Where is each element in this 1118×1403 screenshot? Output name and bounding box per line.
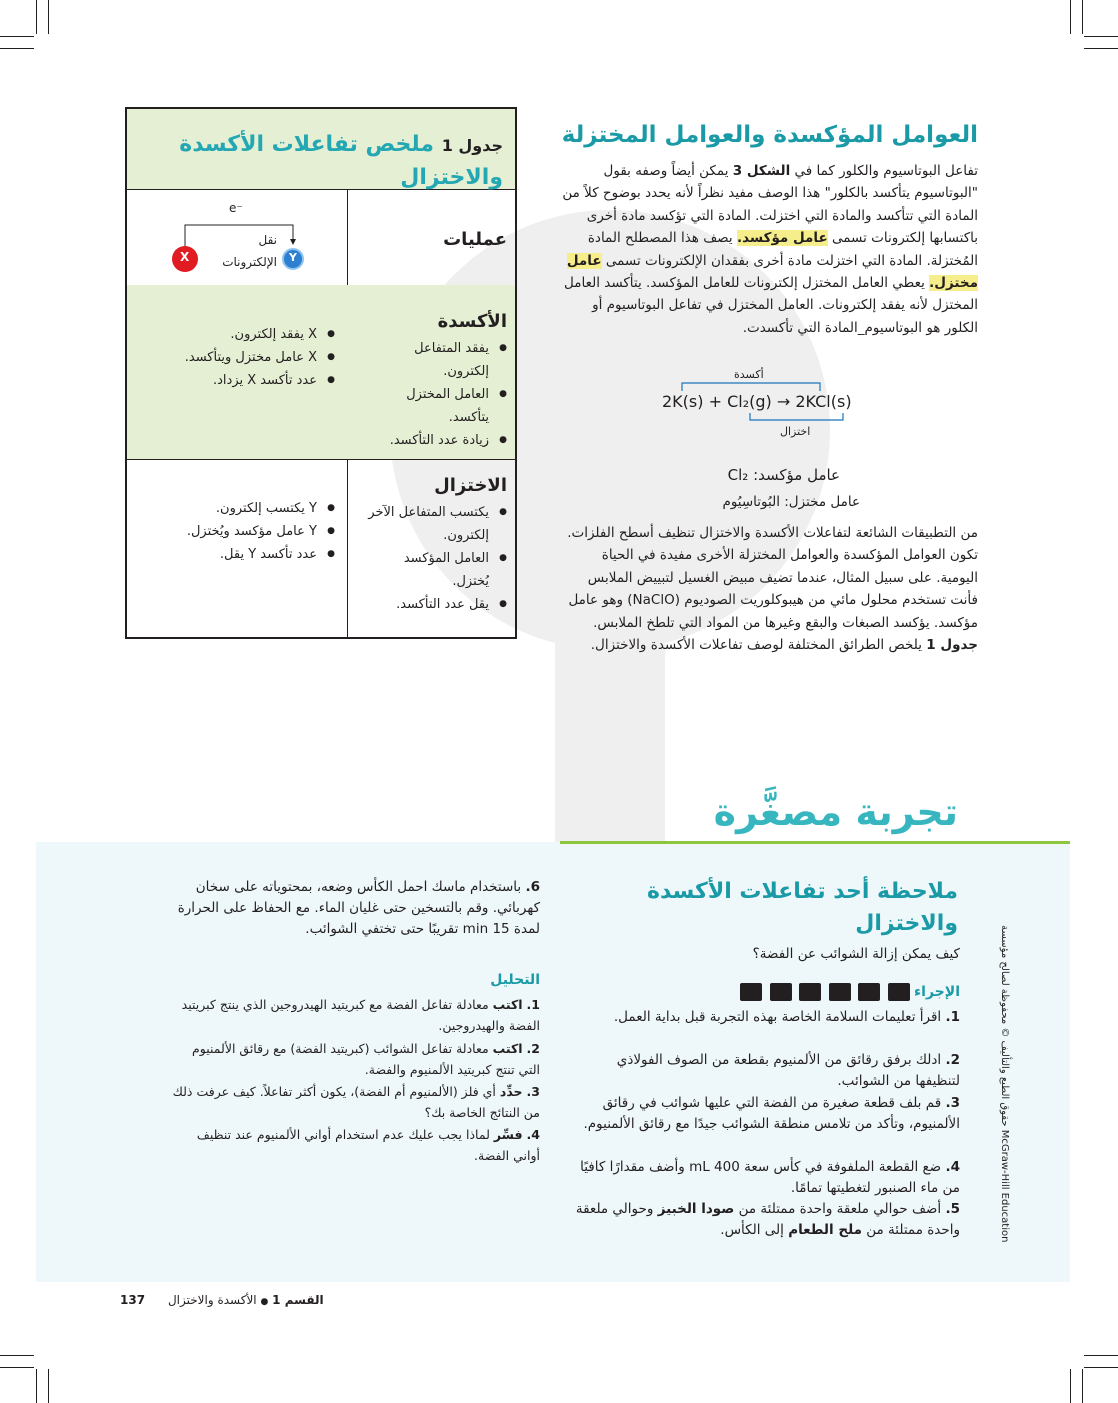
term-reducing-agent: عامل مختزل.: [566, 252, 978, 292]
list-item: ● يقل عدد التأكسد.: [367, 593, 507, 616]
electron-label: e⁻: [229, 201, 243, 215]
crop-mark: [1084, 36, 1118, 37]
analysis-number: 3.: [526, 1084, 540, 1099]
reduction-example-list: [135, 497, 335, 566]
reducing-agent-line: عامل مختزل: البُوتاسِيُوم: [722, 494, 860, 510]
analysis-label: التحليل: [490, 972, 540, 988]
list-item: ● X يفقد إلكترون.: [135, 323, 335, 346]
footer-dot: ●: [260, 1297, 269, 1307]
list-item: ● العامل المختزل يتأكسد.: [367, 383, 507, 429]
list-item: ● X عامل مختزل ويتأكسد.: [135, 346, 335, 369]
analysis-item: [170, 1081, 540, 1123]
list-item: ● Y يكتسب إلكترون.: [135, 497, 335, 520]
p1-text-a: تفاعل البوتاسيوم والكلور كما في: [794, 163, 978, 179]
analysis-text: معادلة تفاعل الفضة مع كبريتيد الهيدروجين الذي ينتج كبريتيد الفضة والهيدروجين.: [181, 997, 540, 1033]
page-footer: [120, 1293, 324, 1307]
oxidation-bracket: [680, 380, 830, 392]
x-label: X: [180, 250, 190, 264]
analysis-verb: حدِّد: [499, 1084, 523, 1099]
crop-mark: [0, 1367, 34, 1368]
oxidizing-agent-line: عامل مؤكسد: Cl₂: [727, 466, 840, 484]
step-number: 1.: [945, 1009, 960, 1025]
oxidation-example-list: [135, 323, 335, 392]
paragraph-agents: [558, 160, 978, 339]
analysis-verb: فسِّر: [493, 1127, 523, 1142]
page-number: 137: [120, 1293, 146, 1307]
crop-mark: [1084, 1355, 1118, 1356]
p1-text-d: يعطي العامل المختزل إلكترونات للعامل المؤكسد. يتأكسد العامل المختزل لأنه يفقد إلكترونات. العامل المختزل في تفاعل البوتاسيوم أو الكلور هو البوتاسيوم_المادة التي تأكسدت.: [564, 275, 978, 336]
p2-text-b: يلخص الطرائق المختلفة لوصف تفاعلات الأكسدة والاختزال.: [590, 637, 922, 654]
procedure-step: [575, 1199, 960, 1241]
step-text: ادلك برفق رقائق من الألمنيوم بقطعة من الصوف الفولاذي لتنظيفها من الشوائب.: [616, 1052, 960, 1089]
analysis-item: [170, 1038, 540, 1080]
analysis-verb: اكتب: [492, 1041, 523, 1056]
analysis-item: [170, 994, 540, 1036]
step-text: اقرأ تعليمات السلامة الخاصة بهذه التجربة قبل بداية العمل.: [613, 1009, 942, 1025]
table-label: جدول 1: [441, 136, 503, 155]
analysis-number: 1.: [526, 997, 540, 1012]
reduction-description-list: [367, 501, 507, 616]
copyright-sidebar: حقوق الطبع والتأليف © محفوظة لصالح مؤسسة McGraw-Hill Education: [999, 925, 1010, 1243]
list-item: ● زيادة عدد التأكسد.: [367, 429, 507, 452]
list-item: ● Y عامل مؤكسد ويُختزل.: [135, 520, 335, 543]
baking-soda-term: صودا الخبيز: [657, 1201, 735, 1217]
step-number: 4.: [945, 1159, 960, 1175]
step-text: قم بلف قطعة صغيرة من الفضة التي عليها شوائب في رقائق الألمنيوم، وتأكد من تلامس منطقة الشوائب جيدًا مع رقائق الألمنيوم.: [583, 1095, 960, 1132]
procedure-step: [575, 1050, 960, 1092]
table-header: [127, 109, 515, 190]
crop-mark: [1084, 1367, 1118, 1368]
chemical-safety-icon: [740, 983, 762, 1001]
step-text: أضف حوالي ملعقة واحدة ممتلئة من: [738, 1201, 942, 1217]
crop-mark: [0, 36, 34, 37]
term-oxidizing-agent: عامل مؤكسد.: [736, 230, 828, 247]
analysis-text: معادلة تفاعل الشوائب (كبريتيد الفضة) مع رقائق الألمنيوم التي تنتج كبريتيد الألمنيوم والفضة.: [192, 1041, 540, 1077]
row-head-reduction: الاختزال: [434, 475, 507, 496]
procedure-step: [575, 1157, 960, 1199]
procedure-step: [575, 1093, 960, 1135]
lab-title: ملاحظة أحد تفاعلات الأكسدة والاختزال: [646, 879, 958, 936]
reduction-bracket: [748, 412, 848, 424]
step-text: باستخدام ماسك احمل الكأس وضعه، بمحتوياته على سخان كهربائي. وقم بالتسخين حتى غليان الماء. مع الحفاظ على الحرارة لمدة 15 min تقريبًا حتى تختفي الشوائب.: [177, 879, 540, 937]
y-label: Y: [289, 251, 297, 264]
table-title-text: ملخص تفاعلات الأكسدة والاختزال: [179, 132, 503, 190]
list-item: ● عدد تأكسد X يزداد.: [135, 369, 335, 392]
procedure-header: [737, 983, 960, 1001]
footer-section: القسم 1: [272, 1293, 324, 1307]
list-item: ● العامل المؤكسد يُختزل.: [367, 547, 507, 593]
eq-oxidation-label: أكسدة: [734, 368, 764, 381]
figure-ref: الشكل 3: [732, 163, 791, 179]
row-head-oxidation: الأكسدة: [437, 311, 507, 332]
crop-mark: [1082, 0, 1083, 34]
procedure-step: [575, 1007, 960, 1028]
step-number: 3.: [945, 1095, 960, 1111]
crop-mark: [1082, 1369, 1083, 1403]
summary-table: [125, 107, 517, 639]
analysis-item: [170, 1124, 540, 1166]
crop-mark: [48, 0, 49, 34]
analysis-text: أي فلز (الألمنيوم أم الفضة)، يكون أكثر تفاعلاً. كيف عرفت ذلك من النتائج الخاصة بك؟: [172, 1084, 540, 1120]
table-row-processes: [127, 189, 515, 286]
list-item: ● عدد تأكسد Y يقل.: [135, 543, 335, 566]
crop-mark: [0, 1355, 34, 1356]
step-text: وحوالي ملعقة واحدة ممتلئة من: [575, 1201, 960, 1238]
footer-topic: الأكسدة والاختزال: [167, 1293, 257, 1307]
paragraph-applications: [558, 522, 978, 656]
step-text: إلى الكأس.: [720, 1222, 784, 1238]
analysis-number: 2.: [526, 1041, 540, 1056]
table-row-reduction: [127, 459, 515, 639]
section-title: العوامل المؤكسدة والعوامل المختزلة: [561, 122, 978, 148]
heading-underline: [560, 841, 1070, 844]
lab-question: كيف يمكن إزالة الشوائب عن الفضة؟: [752, 946, 960, 962]
analysis-verb: اكتب: [492, 997, 523, 1012]
hot-object-safety-icon: [799, 983, 821, 1001]
list-item: ● يكتسب المتفاعل الآخر إلكترون.: [367, 501, 507, 547]
step-number: 2.: [945, 1052, 960, 1068]
step-text: ضع القطعة الملفوفة في كأس سعة 400 mL وأضف مقدارًا كافيًا من ماء الصنبور لتغطيتها تمامًا.: [580, 1159, 960, 1196]
analysis-number: 4.: [526, 1127, 540, 1142]
p1-text-c: يصف هذا المصطلح المادة المُختزلة. المادة التي اختزلت مادة أخرى بفقدان الإلكترونات تسمى: [587, 230, 978, 269]
crop-mark: [1070, 1369, 1071, 1403]
chemical-equation: 2K(s) + Cl₂(g) → 2KCl(s): [662, 392, 852, 411]
list-item: ● يفقد المتفاعل إلكترون.: [367, 337, 507, 383]
crop-mark: [1084, 48, 1118, 49]
mini-lab-heading: تجربة مصغَّرة: [713, 790, 958, 834]
table-salt-term: ملح الطعام: [788, 1222, 862, 1238]
crop-mark: [1070, 0, 1071, 34]
crop-mark: [36, 1369, 37, 1403]
analysis-text: لماذا يجب عليك عدم استخدام أواني الألمنيوم عند تنظيف أواني الفضة.: [196, 1127, 540, 1163]
procedure-label: الإجراء: [914, 984, 960, 1000]
p1-text-b: يمكن أيضاً وصفه بقول "البوتاسيوم يتأكسد بالكلور" هذا الوصف مفيد نظراً لأنه يحدد بوضوح كلاً من المادة التي تتأكسد والمادة التي اختزلت. المادة التي تؤكسد مادة أخرى باكتسابها إلكترونات تسمى: [562, 163, 978, 247]
eq-reduction-label: اختزال: [780, 425, 811, 438]
row-head-processes: عمليات: [443, 229, 507, 250]
step-number: 6.: [525, 879, 540, 895]
table-row-oxidation: [127, 285, 515, 460]
table-title: [143, 129, 503, 194]
flame-safety-icon: [829, 983, 851, 1001]
procedure-step: [170, 877, 540, 940]
hand-wash-safety-icon: [770, 983, 792, 1001]
p2-text-a: من التطبيقات الشائعة لتفاعلات الأكسدة والاختزال تنظيف أسطح الفلزات. تكون العوامل المؤكسدة والعوامل المختزلة الأخرى مفيدة في الحياة اليومية. على سبيل المثال، عندما تضيف مبيض الغسيل لتبييض الملابس فأنت تستخدم محلول مائي من هيبوكلوريت الصوديوم (NaClO) وهو عامل مؤكسد. يؤكسد الصبغات والبقع وغيرها من المواد التي تلطخ الملابس.: [567, 525, 978, 631]
crop-mark: [0, 48, 34, 49]
transfer-label: نقل الإلكترونات: [222, 233, 277, 269]
table-ref: جدول 1: [926, 637, 978, 654]
crop-mark: [36, 0, 37, 34]
apron-safety-icon: [858, 983, 880, 1001]
step-number: 5.: [945, 1201, 960, 1217]
oxidation-description-list: [367, 337, 507, 452]
goggles-safety-icon: [888, 983, 910, 1001]
crop-mark: [48, 1369, 49, 1403]
